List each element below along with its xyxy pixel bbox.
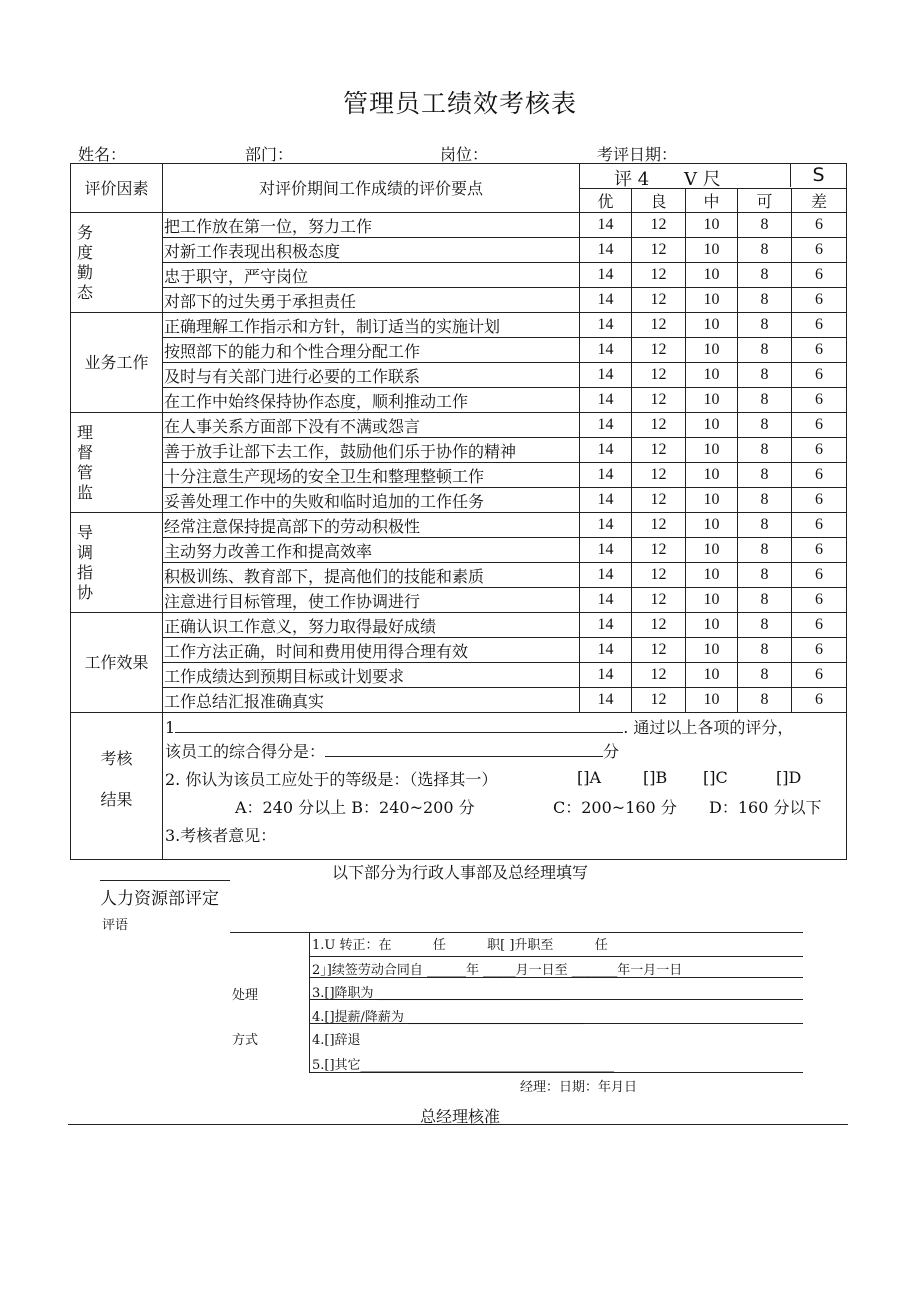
score-cell[interactable]: 12: [632, 363, 686, 388]
table-row: [71, 413, 847, 438]
option-c[interactable]: []C: [703, 768, 728, 787]
score-cell[interactable]: 12: [632, 513, 686, 538]
header-grade-cell: [580, 164, 847, 189]
score-cell[interactable]: 10: [686, 513, 738, 538]
form-title: 管理员工绩效考核表: [342, 89, 577, 118]
score-cell[interactable]: 10: [686, 313, 738, 338]
option-salary[interactable]: 4.[]提薪/降薪为 ___________________________: [312, 1010, 584, 1025]
criteria-item: 积极训练、教育部下，提高他们的技能和素质: [163, 563, 580, 588]
score-cell[interactable]: 6: [792, 213, 847, 238]
criteria-item: 按照部下的能力和个性合理分配工作: [163, 338, 580, 363]
table-row: [71, 288, 847, 313]
criteria-item: 经常注意保持提高部下的劳动积极性: [163, 513, 580, 538]
category-label: 理督管监: [77, 422, 94, 502]
score-cell[interactable]: 8: [738, 588, 792, 613]
range-a-b: A：240 分以上 B：240~200 分: [235, 798, 475, 817]
score-cell[interactable]: 6: [792, 538, 847, 563]
score-cell[interactable]: 10: [686, 438, 738, 463]
score-cell[interactable]: 14: [580, 388, 632, 413]
blank-line: [175, 718, 623, 733]
criteria-item: 正确理解工作指示和方针，制订适当的实施计划: [163, 313, 580, 338]
option-d[interactable]: []D: [776, 768, 802, 787]
criteria-item: 善于放手让部下去工作，鼓励他们乐于协作的精神: [163, 438, 580, 463]
evaluation-table: [70, 163, 847, 860]
score-cell[interactable]: 6: [792, 438, 847, 463]
score-cell[interactable]: 8: [738, 688, 792, 713]
table-row: [71, 488, 847, 513]
score-cell[interactable]: 8: [738, 288, 792, 313]
criteria-item: 妥善处理工作中的失败和临时追加的工作任务: [163, 488, 580, 513]
handle-label-2: 方式: [232, 1033, 259, 1048]
score-cell[interactable]: 6: [792, 363, 847, 388]
table-row: [71, 613, 847, 638]
score-cell[interactable]: 10: [686, 463, 738, 488]
score-cell[interactable]: 14: [580, 638, 632, 663]
score-cell[interactable]: 12: [632, 263, 686, 288]
range-c: C：200~160 分: [553, 798, 677, 817]
score-cell[interactable]: 6: [792, 613, 847, 638]
score-cell[interactable]: 8: [738, 538, 792, 563]
score-cell[interactable]: 14: [580, 313, 632, 338]
score-cell[interactable]: 12: [632, 488, 686, 513]
category-0: [71, 213, 163, 313]
score-cell[interactable]: 8: [738, 238, 792, 263]
option-renew[interactable]: 2」]续签劳动合同自 ______年 _____月一日至 _______年一月一日: [312, 963, 683, 978]
score-cell[interactable]: 8: [738, 413, 792, 438]
score-cell[interactable]: 12: [632, 538, 686, 563]
score-cell[interactable]: 10: [686, 663, 738, 688]
result-content-cell: [163, 713, 847, 860]
result-label-2: 结果: [100, 790, 133, 809]
position-label: 岗位：: [440, 145, 489, 164]
range-d: D：160 分以下: [709, 798, 822, 817]
score-cell[interactable]: 12: [632, 613, 686, 638]
table-row: [71, 213, 847, 238]
criteria-item: 忠于职守，严守岗位: [163, 263, 580, 288]
option-convert[interactable]: 1.U 转正：在 任 职[ ]升职至 任: [312, 938, 608, 953]
score-unit: 分: [603, 742, 620, 761]
grade-label: 评 4: [614, 169, 650, 189]
grade-s: S: [790, 164, 846, 187]
table-row: [71, 463, 847, 488]
score-cell[interactable]: 10: [686, 288, 738, 313]
score-cell[interactable]: 10: [686, 688, 738, 713]
grade-header-1: 良: [632, 189, 686, 213]
score-cell[interactable]: 12: [632, 688, 686, 713]
score-cell[interactable]: 10: [686, 563, 738, 588]
table-row: [71, 313, 847, 338]
options-box: [309, 932, 803, 1073]
score-cell[interactable]: 6: [792, 313, 847, 338]
score-cell[interactable]: 12: [632, 238, 686, 263]
table-row: [71, 663, 847, 688]
score-cell[interactable]: 10: [686, 388, 738, 413]
score-cell[interactable]: 8: [738, 613, 792, 638]
score-cell[interactable]: 12: [632, 588, 686, 613]
manager-date: 经理：日期：年月日: [520, 1080, 638, 1095]
score-cell[interactable]: 8: [738, 563, 792, 588]
criteria-item: 在工作中始终保持协作态度，顺利推动工作: [163, 388, 580, 413]
comment-label: 评语: [102, 918, 129, 933]
score-cell[interactable]: 8: [738, 388, 792, 413]
score-cell[interactable]: 10: [686, 263, 738, 288]
table-row: [71, 338, 847, 363]
category-label: 业务工作: [84, 353, 149, 372]
score-cell[interactable]: 6: [792, 588, 847, 613]
score-cell[interactable]: 12: [632, 663, 686, 688]
score-cell[interactable]: 10: [686, 488, 738, 513]
score-cell[interactable]: 6: [792, 263, 847, 288]
score-cell[interactable]: 14: [580, 513, 632, 538]
score-cell[interactable]: 14: [580, 338, 632, 363]
gm-approve: 总经理核准: [419, 1107, 500, 1126]
result-line1-tail: . 通过以上各项的评分，: [623, 718, 794, 737]
score-cell[interactable]: 12: [632, 438, 686, 463]
option-b[interactable]: []B: [643, 768, 668, 787]
category-4: [71, 613, 163, 713]
dept-label: 部门：: [245, 145, 294, 164]
score-cell[interactable]: 10: [686, 238, 738, 263]
score-cell[interactable]: 8: [738, 313, 792, 338]
table-row: [71, 388, 847, 413]
table-row: [71, 513, 847, 538]
score-cell[interactable]: 8: [738, 663, 792, 688]
score-cell[interactable]: 6: [792, 638, 847, 663]
name-label: 姓名：: [78, 145, 127, 164]
score-cell[interactable]: 12: [632, 638, 686, 663]
criteria-item: 对新工作表现出积极态度: [163, 238, 580, 263]
total-score-field[interactable]: [325, 742, 603, 757]
score-cell[interactable]: 6: [792, 488, 847, 513]
result-line1-num: 1: [165, 718, 176, 737]
score-cell[interactable]: 6: [792, 688, 847, 713]
score-cell[interactable]: 14: [580, 213, 632, 238]
score-cell[interactable]: 6: [792, 238, 847, 263]
score-cell[interactable]: 12: [632, 288, 686, 313]
handle-rule: [230, 932, 310, 933]
score-cell[interactable]: 6: [792, 288, 847, 313]
score-cell[interactable]: 8: [738, 638, 792, 663]
score-cell[interactable]: 10: [686, 338, 738, 363]
hr-title: 人力资源部评定: [100, 889, 219, 909]
score-cell[interactable]: 14: [580, 363, 632, 388]
result-label-cell: [71, 713, 163, 860]
score-cell[interactable]: 8: [738, 363, 792, 388]
total-score-label: 该员工的综合得分是：: [165, 742, 326, 761]
score-cell[interactable]: 10: [686, 213, 738, 238]
score-cell[interactable]: 10: [686, 413, 738, 438]
criteria-item: 工作成绩达到预期目标或计划要求: [163, 663, 580, 688]
date-label: 考评日期：: [597, 145, 678, 164]
hr-title-rule: [100, 880, 230, 881]
criteria-item: 正确认识工作意义，努力取得最好成绩: [163, 613, 580, 638]
option-other[interactable]: 5.[]其它_______________________________________: [312, 1058, 615, 1073]
category-1: [71, 313, 163, 413]
table-row: [71, 638, 847, 663]
table-row: [71, 238, 847, 263]
score-cell[interactable]: 14: [580, 688, 632, 713]
table-row: [71, 688, 847, 713]
score-cell[interactable]: 8: [738, 263, 792, 288]
score-cell[interactable]: 12: [632, 463, 686, 488]
criteria-item: 主动努力改善工作和提高效率: [163, 538, 580, 563]
category-label: 务度勤态: [77, 222, 94, 302]
grade-header-2: 中: [686, 189, 738, 213]
option-a[interactable]: []A: [577, 768, 602, 787]
bottom-rule: [68, 1124, 848, 1125]
score-cell[interactable]: 14: [580, 288, 632, 313]
criteria-item: 工作方法正确，时间和费用使用得合理有效: [163, 638, 580, 663]
score-cell[interactable]: 8: [738, 438, 792, 463]
table-row: [71, 538, 847, 563]
handle-label-1: 处理: [232, 988, 259, 1003]
category-label: 工作效果: [84, 653, 149, 672]
category-label: 导调指协: [77, 522, 94, 602]
score-cell[interactable]: 14: [580, 663, 632, 688]
criteria-item: 在人事关系方面部下没有不满或怨言: [163, 413, 580, 438]
grade-header-3: 可: [738, 189, 792, 213]
table-row: [71, 263, 847, 288]
grade-extra: V 尺: [684, 169, 721, 189]
score-cell[interactable]: 6: [792, 338, 847, 363]
score-cell[interactable]: 8: [738, 213, 792, 238]
score-cell[interactable]: 10: [686, 613, 738, 638]
table-row: [71, 563, 847, 588]
score-cell[interactable]: 8: [738, 513, 792, 538]
grade-header-4: 差: [792, 189, 847, 213]
criteria-item: 把工作放在第一位，努力工作: [163, 213, 580, 238]
score-cell[interactable]: 14: [580, 413, 632, 438]
score-cell[interactable]: 6: [792, 563, 847, 588]
table-row: [71, 438, 847, 463]
score-cell[interactable]: 10: [686, 538, 738, 563]
criteria-item: 及时与有关部门进行必要的工作联系: [163, 363, 580, 388]
score-cell[interactable]: 14: [580, 563, 632, 588]
score-cell[interactable]: 12: [632, 213, 686, 238]
score-cell[interactable]: 10: [686, 638, 738, 663]
score-cell[interactable]: 12: [632, 338, 686, 363]
score-cell[interactable]: 14: [580, 238, 632, 263]
score-cell[interactable]: 8: [738, 463, 792, 488]
score-cell[interactable]: 14: [580, 488, 632, 513]
grade-header-0: 优: [580, 189, 632, 213]
score-cell[interactable]: 14: [580, 613, 632, 638]
option-dismiss[interactable]: 4.[]辞退: [312, 1033, 361, 1048]
table-row: [71, 363, 847, 388]
table-row: [71, 588, 847, 613]
score-cell[interactable]: 6: [792, 388, 847, 413]
score-cell[interactable]: 6: [792, 513, 847, 538]
score-cell[interactable]: 14: [580, 263, 632, 288]
score-cell[interactable]: 10: [686, 588, 738, 613]
header-factor: 评价因素: [71, 164, 163, 213]
score-cell[interactable]: 8: [738, 338, 792, 363]
criteria-item: 工作总结汇报准确真实: [163, 688, 580, 713]
criteria-item: 注意进行目标管理，使工作协调进行: [163, 588, 580, 613]
score-cell[interactable]: 12: [632, 413, 686, 438]
score-cell[interactable]: 12: [632, 388, 686, 413]
score-cell[interactable]: 12: [632, 563, 686, 588]
score-cell[interactable]: 12: [632, 313, 686, 338]
score-cell[interactable]: 14: [580, 438, 632, 463]
score-cell[interactable]: 6: [792, 663, 847, 688]
result-label-1: 考核: [100, 749, 133, 768]
grade-question: 2. 你认为该员工应处于的等级是：（选择其一）: [165, 770, 498, 789]
header-criteria: 对评价期间工作成绩的评价要点: [163, 164, 580, 213]
score-cell[interactable]: 14: [580, 538, 632, 563]
score-cell[interactable]: 6: [792, 413, 847, 438]
score-cell[interactable]: 10: [686, 363, 738, 388]
score-cell[interactable]: 14: [580, 463, 632, 488]
score-cell[interactable]: 6: [792, 463, 847, 488]
category-2: [71, 413, 163, 513]
score-cell[interactable]: 14: [580, 588, 632, 613]
criteria-item: 对部下的过失勇于承担责任: [163, 288, 580, 313]
option-demote[interactable]: 3.[]降职为 ____________________________: [312, 986, 560, 1001]
reviewer-opinion: 3.考核者意见：: [165, 826, 277, 845]
score-cell[interactable]: 8: [738, 488, 792, 513]
admin-note: 以下部分为行政人事部及总经理填写: [331, 863, 588, 882]
category-3: [71, 513, 163, 613]
criteria-item: 十分注意生产现场的安全卫生和整理整顿工作: [163, 463, 580, 488]
